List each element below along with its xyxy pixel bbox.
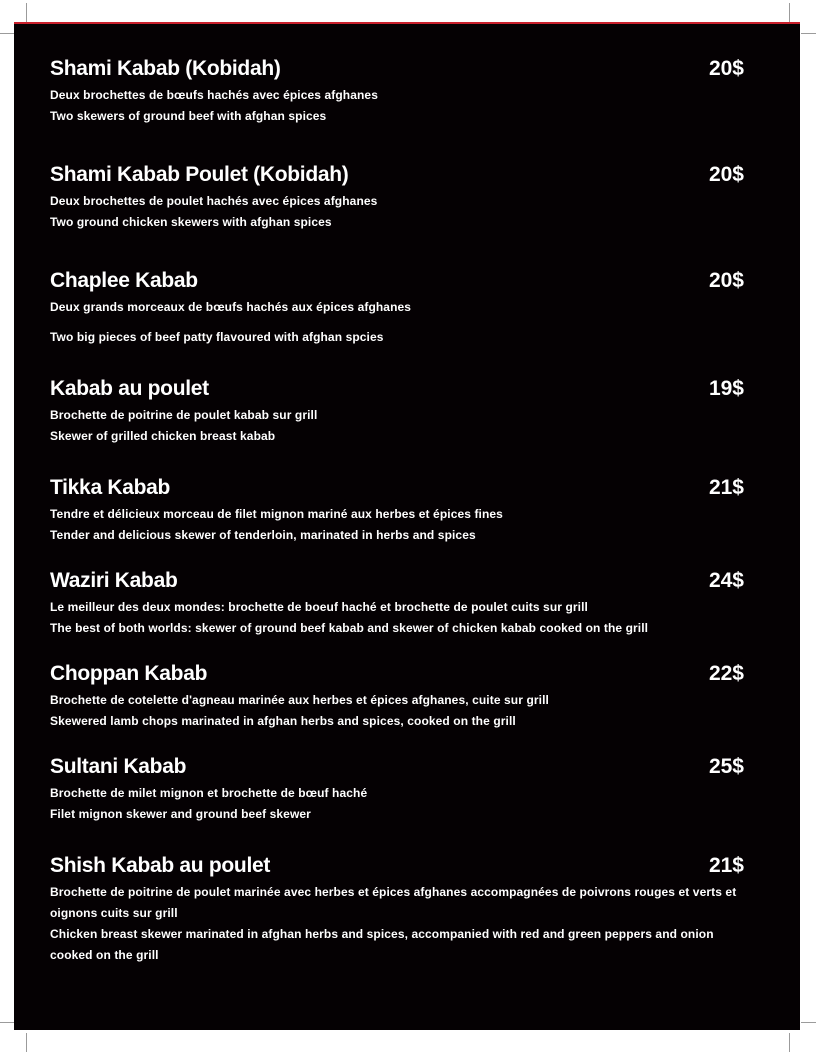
menu-sheet: [14, 22, 800, 1030]
item-name: Tikka Kabab: [50, 476, 171, 499]
item-desc-en: The best of both worlds: skewer of ground beef kabab and skewer of chicken kabab cooked on the grill: [50, 621, 649, 635]
item-desc-en: Skewer of grilled chicken breast kabab: [50, 429, 276, 443]
item-name: Shish Kabab au poulet: [50, 854, 271, 877]
menu-item-list: [14, 22, 800, 966]
item-desc-en: Two skewers of ground beef with afghan spices: [50, 109, 327, 123]
menu-item: [50, 375, 758, 447]
menu-item-header: [50, 55, 758, 82]
crop-mark-top-right-horizontal: [801, 33, 816, 34]
item-name: Shami Kabab (Kobidah): [50, 57, 281, 80]
crop-mark-bottom-right-horizontal: [801, 1022, 816, 1023]
menu-item-header: [50, 474, 758, 501]
menu-item: [50, 753, 758, 825]
item-desc-fr: Deux brochettes de bœufs hachés avec épices afghanes: [50, 88, 378, 102]
red-trim-rule: [14, 22, 800, 24]
item-desc-en: Filet mignon skewer and ground beef skewer: [50, 807, 311, 821]
item-name: Chaplee Kabab: [50, 269, 198, 292]
crop-mark-top-left-vertical: [26, 3, 27, 22]
item-desc-fr: Deux grands morceaux de bœufs hachés aux épices afghanes: [50, 300, 412, 314]
menu-item-header: [50, 375, 758, 402]
menu-item-header: [50, 660, 758, 687]
item-name: Waziri Kabab: [50, 569, 178, 592]
menu-item: [50, 55, 758, 127]
crop-mark-top-left-horizontal: [0, 33, 15, 34]
menu-item-header: [50, 267, 758, 294]
item-price: 20$: [708, 269, 744, 292]
item-price: 20$: [708, 57, 744, 80]
menu-item-header: [50, 161, 758, 188]
menu-item-header: [50, 567, 758, 594]
item-desc-fr: Brochette de cotelette d'agneau marinée aux herbes et épices afghanes, cuite sur grill: [50, 693, 549, 707]
item-desc-fr: Le meilleur des deux mondes: brochette de boeuf haché et brochette de poulet cuits sur grill: [50, 600, 588, 614]
crop-mark-top-right-vertical: [789, 3, 790, 22]
crop-mark-bottom-right-vertical: [789, 1033, 790, 1052]
menu-item: [50, 660, 758, 732]
item-desc-fr: Deux brochettes de poulet hachés avec épices afghanes: [50, 194, 378, 208]
menu-item: [50, 267, 758, 348]
item-price: 21$: [708, 854, 744, 877]
item-desc-en: Chicken breast skewer marinated in afghan herbs and spices, accompanied with red and green peppers and onion cooked on the grill: [50, 927, 714, 962]
item-desc-fr: Brochette de poitrine de poulet kabab sur grill: [50, 408, 318, 422]
menu-item: [50, 474, 758, 546]
crop-mark-bottom-left-vertical: [26, 1033, 27, 1052]
item-price: 21$: [708, 476, 744, 499]
item-desc-en: Tender and delicious skewer of tenderloin, marinated in herbs and spices: [50, 528, 476, 542]
item-name: Sultani Kabab: [50, 755, 187, 778]
crop-mark-bottom-left-horizontal: [0, 1022, 15, 1023]
item-price: 19$: [708, 377, 744, 400]
item-price: 20$: [708, 163, 744, 186]
item-name: Kabab au poulet: [50, 377, 209, 400]
item-desc-fr: Tendre et délicieux morceau de filet mignon mariné aux herbes et épices fines: [50, 507, 503, 521]
item-desc-fr: Brochette de poitrine de poulet marinée avec herbes et épices afghanes accompagnées de poivrons rouges et verts et oignons cuits sur grill: [50, 885, 737, 920]
menu-item: [50, 161, 758, 233]
item-price: 24$: [708, 569, 744, 592]
menu-item-header: [50, 753, 758, 780]
menu-item: [50, 567, 758, 639]
item-price: 22$: [708, 662, 744, 685]
menu-item: [50, 852, 758, 966]
item-desc-en: Two big pieces of beef patty flavoured with afghan spcies: [50, 330, 384, 344]
menu-item-header: [50, 852, 758, 879]
item-name: Shami Kabab Poulet (Kobidah): [50, 163, 349, 186]
item-desc-en: Two ground chicken skewers with afghan spices: [50, 215, 332, 229]
item-desc-fr: Brochette de milet mignon et brochette de bœuf haché: [50, 786, 368, 800]
item-desc-en: Skewered lamb chops marinated in afghan herbs and spices, cooked on the grill: [50, 714, 516, 728]
item-name: Choppan Kabab: [50, 662, 208, 685]
item-price: 25$: [708, 755, 744, 778]
